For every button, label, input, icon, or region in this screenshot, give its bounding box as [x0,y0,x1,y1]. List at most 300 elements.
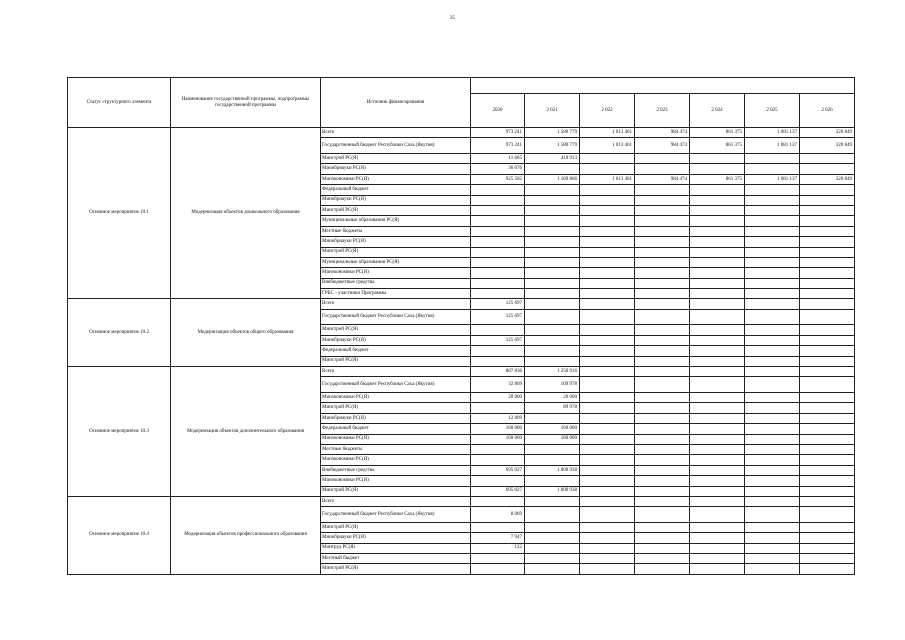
value-cell [580,335,635,345]
value-cell [580,226,635,236]
value-cell: 973 241 [471,138,525,154]
value-cell [690,185,745,195]
value-cell: 20 000 [525,392,580,402]
source-cell: Минобрнауки РС(Я) [321,413,471,423]
value-cell [471,185,525,195]
value-cell [690,424,745,434]
value-cell [800,257,855,267]
value-cell [745,278,800,288]
value-cell [635,533,690,543]
value-cell [525,289,580,299]
value-cell [580,247,635,257]
value-cell [800,507,855,523]
value-cell [800,543,855,553]
value-cell [471,257,525,267]
source-cell: Минобрнауки РС(Я) [321,195,471,205]
value-cell [690,356,745,366]
value-cell [525,309,580,325]
status-cell: Основное мероприятие 10.2 [68,299,171,367]
value-cell [690,278,745,288]
value-cell [525,247,580,257]
value-cell [635,268,690,278]
value-cell [800,377,855,393]
value-cell [635,299,690,309]
value-cell: 125 697 [471,335,525,345]
source-cell: Минэкономики РС(Я) [321,434,471,444]
value-cell [525,522,580,532]
value-cell [690,226,745,236]
source-cell: Минстрой РС(Я) [321,205,471,215]
value-cell [690,335,745,345]
value-cell [580,257,635,267]
value-cell: 861 375 [690,174,745,184]
value-cell [635,247,690,257]
value-cell: 11 665 [471,153,525,163]
value-cell [690,413,745,423]
value-cell: 887 836 [471,367,525,377]
source-cell: Государственный бюджет Республики Саха (Якутия) [321,138,471,154]
value-cell [525,335,580,345]
value-cell [745,377,800,393]
value-cell: 984 474 [635,174,690,184]
value-cell [745,325,800,335]
value-cell [635,476,690,486]
value-cell [525,278,580,288]
value-cell [745,216,800,226]
value-cell [690,543,745,553]
value-cell [580,268,635,278]
source-cell: Государственный бюджет Республики Саха (Якутия) [321,309,471,325]
value-cell [745,413,800,423]
value-cell: 984 474 [635,138,690,154]
value-cell [745,164,800,174]
value-cell [800,424,855,434]
value-cell [745,434,800,444]
status-cell: Основное мероприятие 10.1 [68,128,171,299]
value-cell: 109 978 [525,377,580,393]
value-cell [635,356,690,366]
value-cell [800,496,855,506]
value-cell [471,346,525,356]
value-cell [745,356,800,366]
value-cell [525,268,580,278]
value-cell [525,533,580,543]
value-cell [800,533,855,543]
value-cell [800,185,855,195]
value-cell [635,153,690,163]
value-cell [525,216,580,226]
source-cell: Минстрой РС(Я) [321,247,471,257]
value-cell [690,496,745,506]
source-cell: Минэкономики РС(Я) [321,392,471,402]
value-cell [580,486,635,496]
value-cell [800,335,855,345]
program-cell: Модернизация объектов дошкольного образования [171,128,321,299]
value-cell [690,434,745,444]
value-cell: 1 081 137 [745,138,800,154]
value-cell: 1 081 137 [745,128,800,138]
source-cell: Минстрой РС(Я) [321,486,471,496]
value-cell [635,346,690,356]
value-cell: 320 849 [800,174,855,184]
status-cell: Основное мероприятие 10.3 [68,367,171,497]
value-cell [525,195,580,205]
value-cell [525,356,580,366]
value-cell [745,335,800,345]
header-year: 2 022 [580,94,635,128]
value-cell [580,424,635,434]
status-cell: Основное мероприятие 10.4 [68,496,171,574]
value-cell [690,299,745,309]
value-cell [635,486,690,496]
value-cell [800,554,855,564]
value-cell [580,413,635,423]
value-cell [800,226,855,236]
value-cell [580,216,635,226]
value-cell [745,367,800,377]
value-cell [800,289,855,299]
value-cell [471,226,525,236]
source-cell: Местные бюджеты [321,444,471,454]
value-cell [690,268,745,278]
value-cell [580,299,635,309]
value-cell [800,413,855,423]
value-cell [580,195,635,205]
source-cell: Федеральный бюджет [321,346,471,356]
value-cell [800,403,855,413]
page-number: 35 [450,16,455,21]
value-cell: 1 081 137 [745,174,800,184]
value-cell [580,434,635,444]
value-cell [580,533,635,543]
value-cell [580,554,635,564]
value-cell [800,237,855,247]
value-cell [800,476,855,486]
value-cell: 7 947 [471,533,525,543]
source-cell: Всего [321,299,471,309]
source-cell: Федеральный бюджет [321,424,471,434]
value-cell [471,205,525,215]
value-cell: 320 849 [800,138,855,154]
value-cell [690,455,745,465]
source-cell: Минобрнауки РС(Я) [321,335,471,345]
value-cell [580,346,635,356]
value-cell: 695 027 [471,465,525,475]
table-row [68,299,855,309]
value-cell [800,465,855,475]
value-cell: 861 375 [690,138,745,154]
value-cell [580,309,635,325]
source-cell: Местные бюджеты [321,226,471,236]
value-cell: 8 069 [471,507,525,523]
value-cell: 1 580 779 [525,138,580,154]
value-cell [745,543,800,553]
value-cell [525,237,580,247]
value-cell [745,424,800,434]
value-cell: 1 250 916 [525,367,580,377]
value-cell [745,289,800,299]
value-cell [580,444,635,454]
value-cell [471,356,525,366]
value-cell: 984 474 [635,128,690,138]
value-cell [635,309,690,325]
source-cell: Местный бюджет [321,554,471,564]
value-cell [635,335,690,345]
value-cell [690,486,745,496]
value-cell [525,554,580,564]
value-cell [471,247,525,257]
value-cell [635,257,690,267]
value-cell [525,346,580,356]
value-cell [690,507,745,523]
value-cell [800,164,855,174]
value-cell [635,507,690,523]
source-cell: Минстрой РС(Я) [321,325,471,335]
value-cell [580,496,635,506]
value-cell [745,455,800,465]
value-cell [635,325,690,335]
value-cell [690,216,745,226]
value-cell [690,465,745,475]
source-cell: Внебюджетные средства [321,465,471,475]
value-cell: 12 809 [471,413,525,423]
header-program: Наименование государственной программы, подпрограммы государственной программы [171,78,321,128]
value-cell [635,564,690,574]
source-cell: Минстрой РС(Я) [321,153,471,163]
value-cell [690,257,745,267]
value-cell [745,444,800,454]
value-cell: 89 978 [525,403,580,413]
value-cell [690,403,745,413]
value-cell [471,496,525,506]
header-year: 2 023 [635,94,690,128]
value-cell [635,496,690,506]
value-cell [525,564,580,574]
value-cell [635,455,690,465]
value-cell [580,367,635,377]
value-cell [525,185,580,195]
value-cell [635,554,690,564]
value-cell [690,533,745,543]
header-year: 2 026 [800,94,855,128]
source-cell: Государственный бюджет Республики Саха (Якутия) [321,377,471,393]
source-cell: Минстрой РС(Я) [321,356,471,366]
value-cell [690,309,745,325]
value-cell [745,299,800,309]
value-cell [690,554,745,564]
source-cell: Минэкономики РС(Я) [321,455,471,465]
value-cell: 160 000 [525,434,580,444]
value-cell [580,377,635,393]
value-cell [800,434,855,444]
value-cell: 1 000 938 [525,486,580,496]
value-cell [635,434,690,444]
value-cell [580,403,635,413]
value-cell [800,444,855,454]
table-row [68,496,855,506]
source-cell: Всего [321,496,471,506]
value-cell: 125 697 [471,309,525,325]
value-cell [690,289,745,299]
value-cell [800,247,855,257]
value-cell [471,564,525,574]
value-cell [471,403,525,413]
source-cell: Всего [321,367,471,377]
value-cell: 1 013 461 [580,138,635,154]
value-cell [471,554,525,564]
value-cell [800,195,855,205]
value-cell [471,455,525,465]
value-cell [800,309,855,325]
value-cell [800,216,855,226]
program-cell: Модернизация объектов дополнительного образования [171,367,321,497]
source-cell: Государственный бюджет Республики Саха (Якутия) [321,507,471,523]
value-cell [690,476,745,486]
header-source: Источник финансирования [321,78,471,128]
value-cell [635,195,690,205]
value-cell [745,392,800,402]
value-cell [525,455,580,465]
value-cell [800,278,855,288]
value-cell: 122 [471,543,525,553]
value-cell [690,205,745,215]
value-cell [580,164,635,174]
value-cell [800,392,855,402]
value-cell [690,564,745,574]
value-cell [635,543,690,553]
value-cell: 160 000 [525,424,580,434]
value-cell [525,543,580,553]
value-cell [690,392,745,402]
value-cell [800,346,855,356]
value-cell [471,195,525,205]
value-cell [635,413,690,423]
value-cell [471,289,525,299]
value-cell [471,216,525,226]
value-cell [635,226,690,236]
value-cell [525,413,580,423]
source-cell: Муниципальные образования РС(Я) [321,216,471,226]
value-cell [525,507,580,523]
value-cell: 695 027 [471,486,525,496]
value-cell: 925 502 [471,174,525,184]
value-cell [525,226,580,236]
value-cell [745,195,800,205]
value-cell [525,205,580,215]
header-years-group [471,78,855,94]
source-cell: Минобрнауки РС(Я) [321,237,471,247]
value-cell [690,153,745,163]
value-cell [745,533,800,543]
value-cell [525,257,580,267]
value-cell [635,403,690,413]
value-cell [635,205,690,215]
value-cell [800,564,855,574]
value-cell [690,237,745,247]
value-cell: 1 013 461 [580,174,635,184]
funding-table [67,77,855,575]
value-cell [745,185,800,195]
value-cell [580,507,635,523]
source-cell: Всего [321,128,471,138]
value-cell [471,444,525,454]
table-row [68,367,855,377]
value-cell: 973 241 [471,128,525,138]
value-cell [525,444,580,454]
value-cell [635,424,690,434]
value-cell [800,356,855,366]
value-cell [525,496,580,506]
value-cell: 32 809 [471,377,525,393]
value-cell [800,522,855,532]
source-cell: Минобрнауки РС(Я) [321,533,471,543]
source-cell: Минэкономики РС(Я) [321,268,471,278]
value-cell [580,522,635,532]
value-cell [690,346,745,356]
value-cell [635,377,690,393]
value-cell [690,164,745,174]
value-cell [745,237,800,247]
value-cell [580,465,635,475]
value-cell: 125 697 [471,299,525,309]
value-cell [471,278,525,288]
value-cell [745,554,800,564]
value-cell [471,237,525,247]
value-cell [690,367,745,377]
source-cell: Минэкономики РС(Я) [321,476,471,486]
value-cell [635,216,690,226]
value-cell [471,268,525,278]
source-cell: Федеральный бюджет [321,185,471,195]
header-year: 2020 [471,94,525,128]
value-cell [800,299,855,309]
value-cell [800,325,855,335]
value-cell [635,392,690,402]
value-cell [800,205,855,215]
value-cell [580,356,635,366]
source-cell: Минстрой РС(Я) [321,564,471,574]
value-cell [745,403,800,413]
value-cell [745,309,800,325]
value-cell: 1 000 938 [525,465,580,475]
value-cell [745,268,800,278]
value-cell [635,444,690,454]
value-cell [525,476,580,486]
value-cell [635,367,690,377]
value-cell [745,486,800,496]
value-cell: 320 849 [800,128,855,138]
header-status: Статус структурного элемента [68,78,171,128]
source-cell: Минстрой РС(Я) [321,522,471,532]
value-cell [635,164,690,174]
table-body [68,128,855,575]
program-cell: Модернизация объектов профессионального образования [171,496,321,574]
value-cell: 861 375 [690,128,745,138]
value-cell: 36 076 [471,164,525,174]
value-cell [580,185,635,195]
value-cell: 410 913 [525,153,580,163]
source-cell: Минстрой РС(Я) [321,403,471,413]
value-cell [745,153,800,163]
source-cell: Муниципальные образования РС(Я) [321,257,471,267]
value-cell [690,195,745,205]
value-cell [525,299,580,309]
value-cell [580,543,635,553]
value-cell [580,278,635,288]
value-cell [580,289,635,299]
value-cell [745,522,800,532]
source-cell: Минэкономики РС(Я) [321,174,471,184]
